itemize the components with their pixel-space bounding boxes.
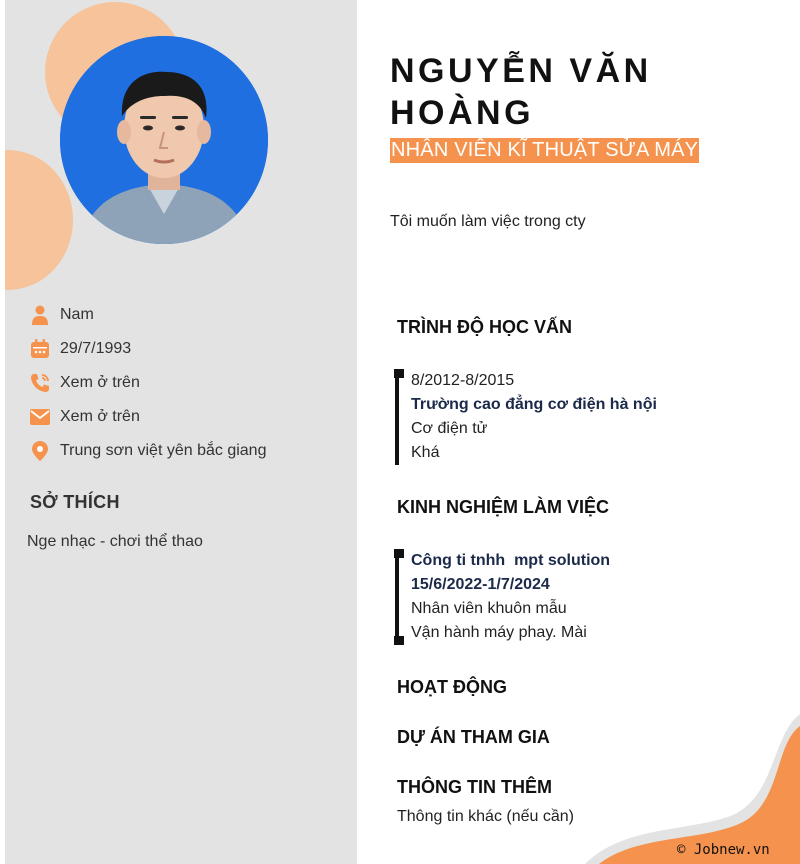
education-major: Cơ điện tử (411, 420, 488, 437)
info-email (29, 400, 349, 434)
career-objective: Tôi muốn làm việc trong cty (390, 213, 586, 230)
hobbies-heading: SỞ THÍCH (30, 492, 120, 512)
timeline-bar (395, 369, 399, 465)
footer-brand: © Jobnew.vn (677, 842, 770, 858)
gender-text: Nam (60, 306, 94, 323)
candidate-name: NGUYỄN VĂN HOÀNG (390, 52, 652, 132)
experience-heading: KINH NGHIỆM LÀM VIỆC (397, 497, 610, 517)
timeline-cap (394, 369, 404, 378)
address-text: Trung sơn việt yên bắc giang (60, 442, 267, 459)
additional-info-text: Thông tin khác (nếu cần) (397, 808, 574, 825)
phone-icon (29, 372, 51, 394)
education-heading: TRÌNH ĐỘ HỌC VẤN (397, 317, 572, 337)
education-period: 8/2012-8/2015 (411, 372, 515, 389)
experience-role: Nhân viên khuôn mẫu (411, 600, 567, 617)
calendar-icon (29, 338, 51, 360)
job-title: NHÂN VIÊN KĨ THUẬT SỬA MÁY (391, 139, 699, 161)
avatar (60, 36, 268, 244)
info-address (29, 434, 349, 468)
education-school: Trường cao đẳng cơ điện hà nội (411, 396, 657, 413)
personal-info-list (29, 298, 349, 468)
email-text: Xem ở trên (60, 408, 140, 425)
education-grade: Khá (411, 444, 440, 461)
experience-company: Công ti tnhh mpt solution (411, 552, 611, 569)
info-phone (29, 366, 349, 400)
email-icon (29, 406, 51, 428)
location-icon (29, 440, 51, 462)
birthday-text: 29/7/1993 (60, 340, 132, 357)
projects-heading: DỰ ÁN THAM GIA (397, 727, 550, 747)
decorative-circle (5, 150, 73, 290)
experience-description: Vận hành máy phay. Mài (411, 624, 587, 641)
experience-entry (395, 549, 785, 645)
info-gender (29, 298, 349, 332)
timeline-bar (395, 549, 399, 645)
timeline-cap (394, 549, 404, 558)
hobbies-text: Nge nhạc - chơi thể thao (27, 533, 203, 550)
person-icon (29, 304, 51, 326)
info-birthday (29, 332, 349, 366)
phone-text: Xem ở trên (60, 374, 140, 391)
sidebar (5, 0, 357, 864)
experience-period: 15/6/2022-1/7/2024 (411, 576, 550, 593)
additional-info-heading: THÔNG TIN THÊM (397, 777, 552, 797)
education-entry (395, 369, 785, 465)
timeline-cap (394, 636, 404, 645)
activities-heading: HOẠT ĐỘNG (397, 677, 507, 697)
